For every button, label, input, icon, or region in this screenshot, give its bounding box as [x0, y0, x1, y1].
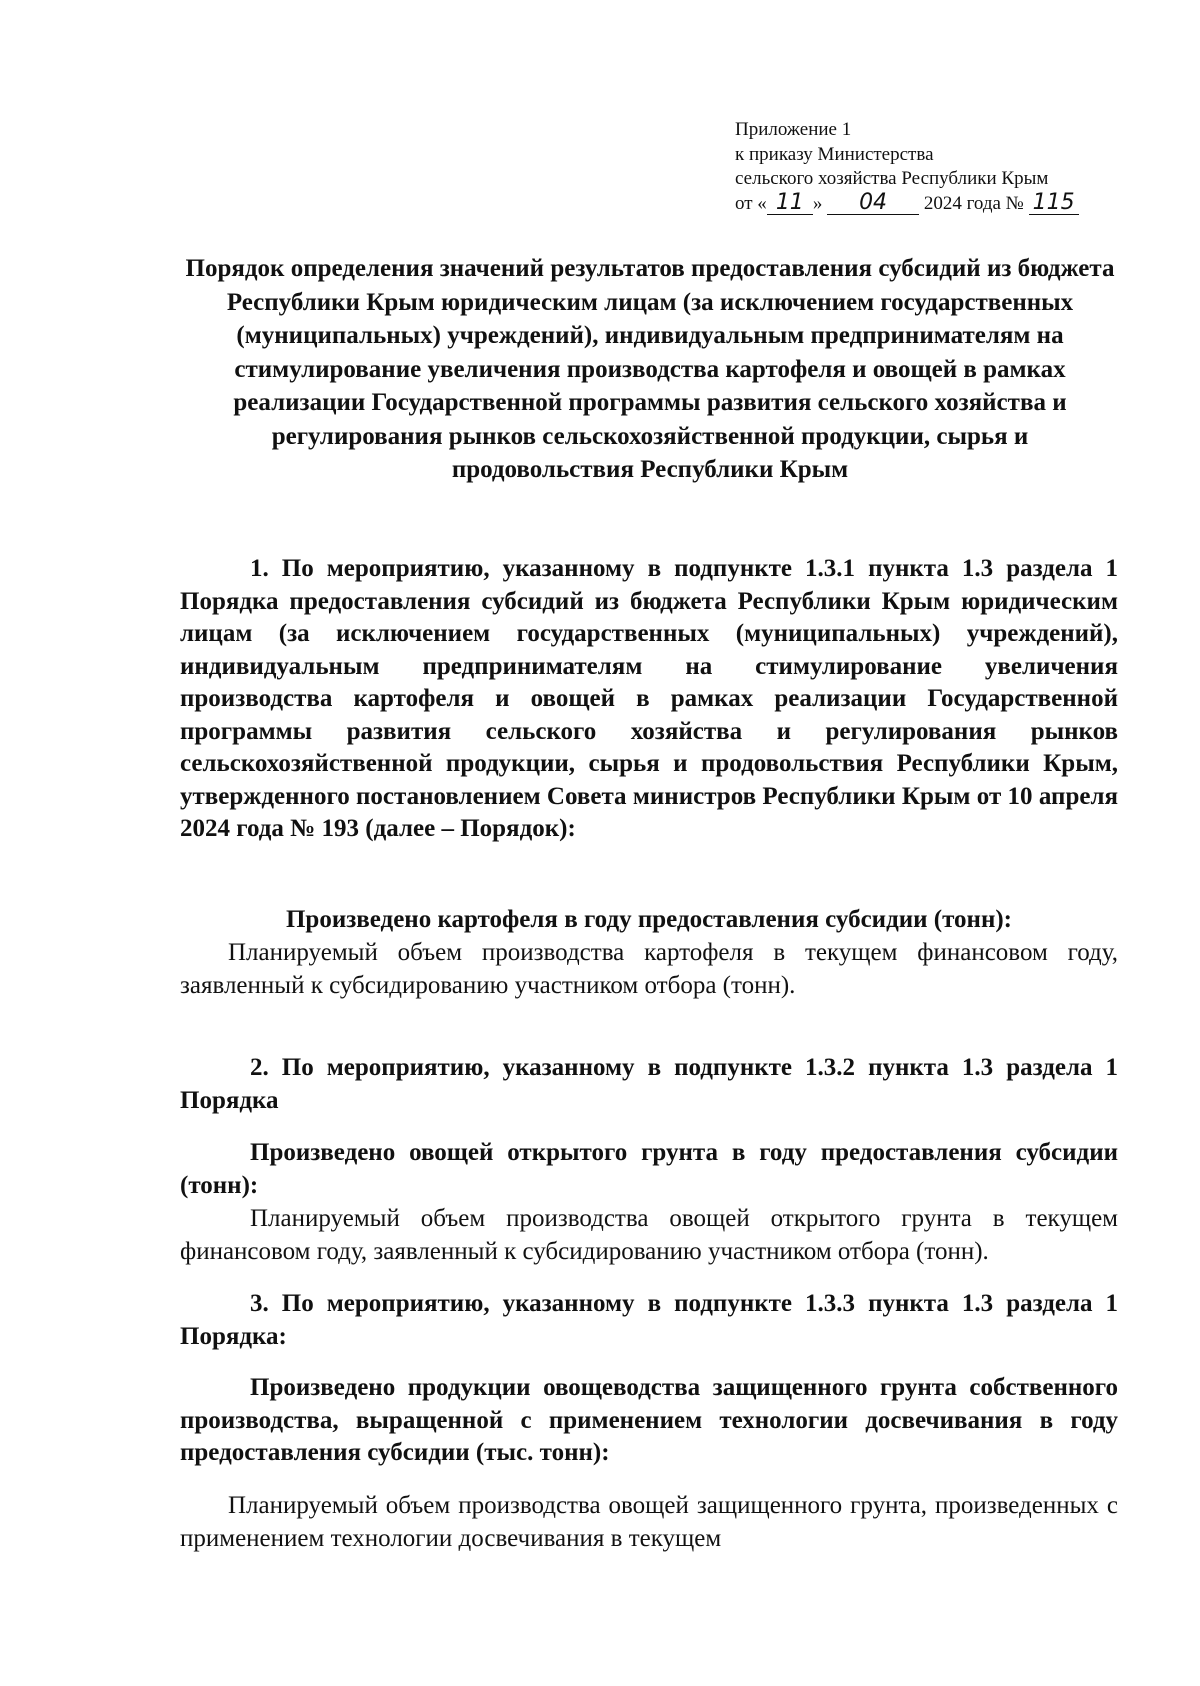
section-2-heading: 2. По мероприятию, указанному в подпункте 1.3.2 пункта 1.3 раздела 1 Порядка	[180, 1054, 1118, 1114]
section-3-heading: 3. По мероприятию, указанному в подпункте 1.3.3 пункта 1.3 раздела 1 Порядка:	[180, 1290, 1118, 1350]
section-2-result: Произведено овощей открытого грунта в году предоставления субсидии (тонн):	[180, 1139, 1118, 1199]
appendix-label: Приложение 1	[735, 119, 852, 140]
appendix-ministry: сельского хозяйства Республики Крым	[735, 168, 1049, 189]
date-month-handwritten: 04	[827, 192, 919, 215]
section-1-description: Планируемый объем производства картофеля в текущем финансовом году, заявленный к субсидированию участником отбора (тонн).	[180, 939, 1118, 999]
date-quote-close: »	[812, 192, 823, 214]
appendix-order-ref: к приказу Министерства	[735, 143, 934, 165]
section-3-description: Планируемый объем производства овощей защищенного грунта, произведенных с применением технологии досвечивания в текущем	[180, 1492, 1118, 1552]
date-day-handwritten: 11	[767, 192, 813, 215]
section-3-result: Произведено продукции овощеводства защищенного грунта собственного производства, выращенной с применением технологии досвечивания в году предоставления субсидии (тыс. тонн):	[180, 1374, 1118, 1466]
appendix-block	[735, 118, 1135, 216]
document-title: Порядок определения значений результатов предоставления субсидий из бюджета Республики Крым юридическим лицам (за исключением государственных (муниципальных) учреждений), индивидуальным предпринимателям на стимулирование увеличения производства картофеля и овощей в рамках реализации Государственной программы развития сельского хозяйства и регулирования рынков сельскохозяйственной продукции, сырья и продовольствия Республики Крым	[185, 255, 1115, 483]
date-year-text: 2024 года №	[923, 192, 1024, 214]
date-prefix: от «	[735, 192, 767, 214]
section-1-result: Произведено картофеля в году предоставления субсидии (тонн):	[285, 906, 1013, 933]
order-number-handwritten: 115	[1029, 192, 1079, 215]
section-2-description: Планируемый объем производства овощей открытого грунта в текущем финансовом году, заявленный к субсидированию участником отбора (тонн).	[180, 1205, 1118, 1265]
section-1-heading: 1. По мероприятию, указанному в подпункте 1.3.1 пункта 1.3 раздела 1 Порядка предоставления субсидий из бюджета Республики Крым юридическим лицам (за исключением государственных (муниципальных) учреждений), индивидуальным предпринимателям на стимулирование увеличения производства картофеля и овощей в рамках реализации Государственной программы развития сельского хозяйства и регулирования рынков сельскохозяйственной продукции, сырья и продовольствия Республики Крым, утвержденного постановлением Совета министров Республики Крым от 10 апреля 2024 года № 193 (далее – Порядок):	[180, 555, 1118, 842]
appendix-date-line	[735, 189, 1135, 217]
